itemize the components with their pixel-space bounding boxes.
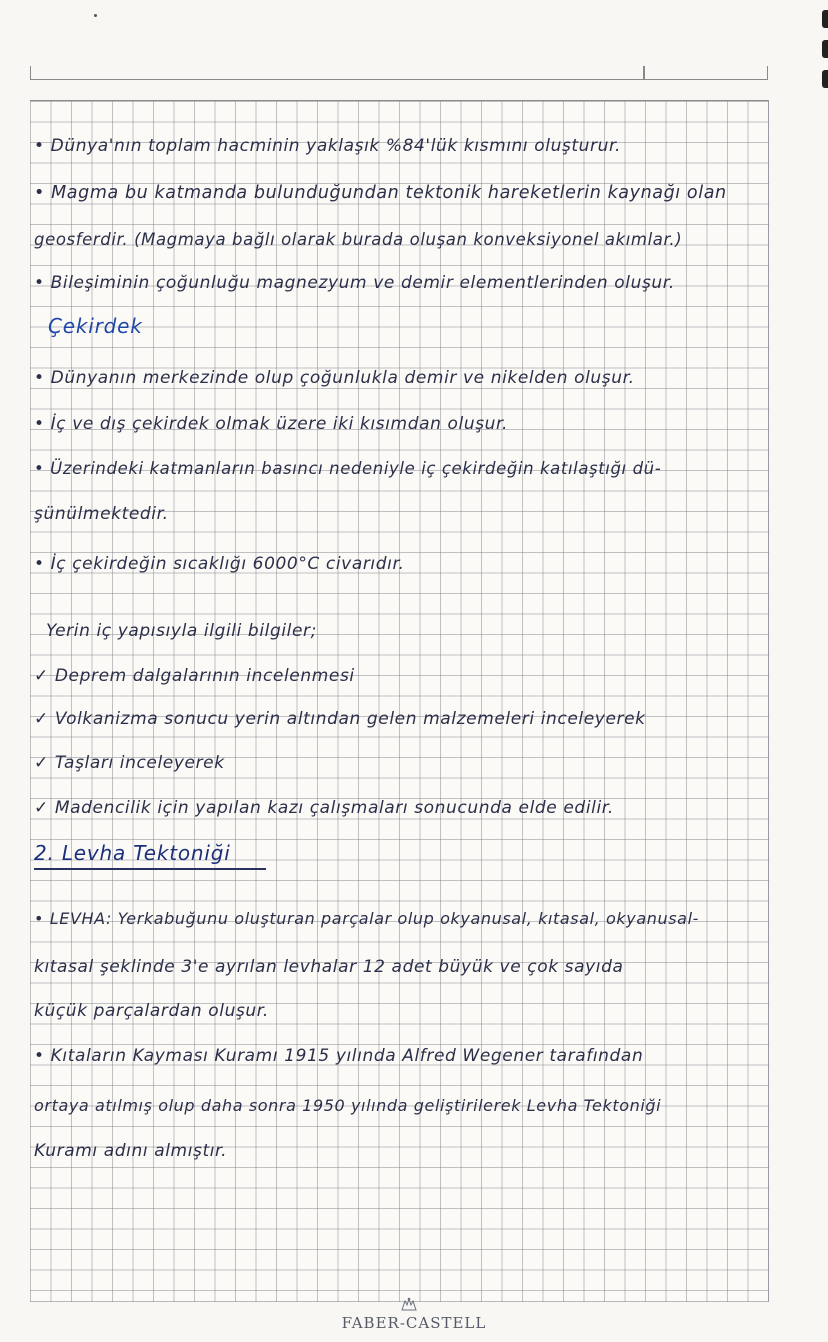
note-line: geosferdir. (Magmaya bağlı olarak burada oluşan konveksiyonel akımlar.)	[34, 230, 683, 249]
margin-tick	[643, 66, 645, 80]
note-line: • Bileşiminin çoğunluğu magnezyum ve demir elementlerinden oluşur.	[34, 273, 675, 293]
note-line: • Magma bu katmanda bulunduğundan tektonik hareketlerin kaynağı olan	[34, 183, 727, 203]
binder-edge	[822, 0, 828, 110]
binder-ring	[822, 70, 828, 88]
brand-name: FABER-CASTELL	[341, 1314, 487, 1332]
note-line: Yerin iç yapısıyla ilgili bilgiler;	[46, 621, 317, 641]
note-line: ✓ Volkanizma sonucu yerin altından gelen malzemeleri inceleyerek	[34, 709, 646, 729]
section-heading-core: Çekirdek	[48, 314, 143, 338]
note-line: • Dünya'nın toplam hacminin yaklaşık %84'lük kısmını oluşturur.	[34, 136, 622, 156]
note-line: • İç çekirdeğin sıcaklığı 6000°C civarıdır.	[34, 554, 405, 574]
note-line: Kuramı adını almıştır.	[34, 1141, 228, 1161]
note-line: ✓ Taşları inceleyerek	[34, 753, 225, 773]
note-line: kıtasal şeklinde 3'e ayrılan levhalar 12 adet büyük ve çok sayıda	[34, 957, 624, 977]
note-line: ✓ Madencilik için yapılan kazı çalışmaları sonucunda elde edilir.	[34, 798, 614, 818]
note-line: • Üzerindeki katmanların basıncı nedeniyle iç çekirdeğin katılaştığı dü-	[34, 459, 662, 478]
note-line: ortaya atılmış olup daha sonra 1950 yılında geliştirilerek Levha Tektoniği	[34, 1096, 662, 1115]
section-heading-plate: 2. Levha Tektoniği	[34, 841, 231, 865]
ink-dot	[94, 14, 97, 17]
note-line: • İç ve dış çekirdek olmak üzere iki kısımdan oluşur.	[34, 414, 509, 434]
note-line: • Kıtaların Kayması Kuramı 1915 yılında Alfred Wegener tarafından	[34, 1046, 644, 1066]
note-line: • LEVHA: Yerkabuğunu oluşturan parçalar olup okyanusal, kıtasal, okyanusal-	[34, 909, 699, 928]
note-line: şünülmektedir.	[34, 504, 169, 524]
binder-ring	[822, 40, 828, 58]
heading-underline	[34, 868, 266, 870]
top-margin-rule	[30, 66, 768, 80]
note-line: • Dünyanın merkezinde olup çoğunlukla demir ve nikelden oluşur.	[34, 368, 635, 388]
knights-logo-icon	[398, 1296, 420, 1312]
note-line: ✓ Deprem dalgalarının incelenmesi	[34, 666, 355, 686]
note-line: küçük parçalardan oluşur.	[34, 1001, 269, 1021]
binder-ring	[822, 10, 828, 28]
